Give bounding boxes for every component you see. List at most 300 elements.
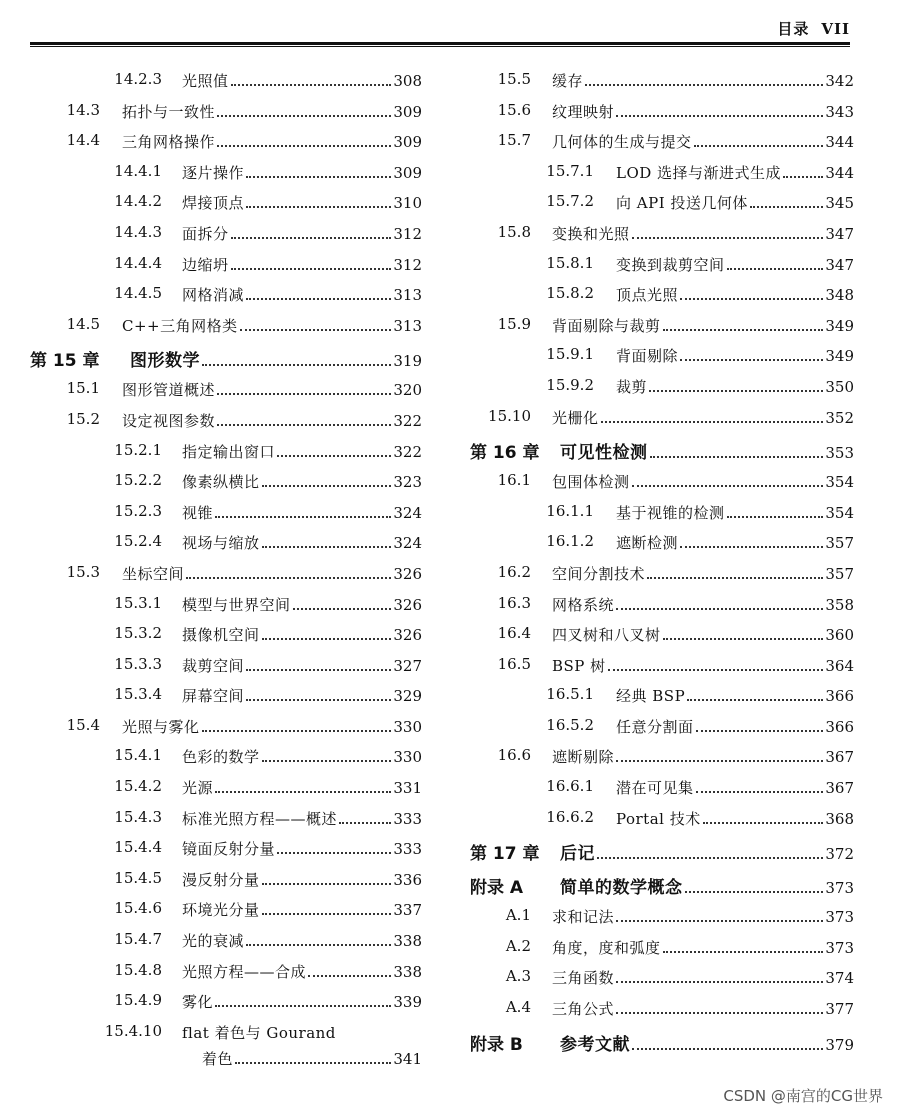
toc-entry-number: 第 17 章 bbox=[470, 844, 540, 865]
toc-entry-title: 光源 bbox=[182, 779, 214, 798]
toc-entry bbox=[30, 280, 422, 311]
toc-leader-dots bbox=[750, 206, 823, 208]
toc-entry bbox=[470, 963, 854, 994]
toc-entry-page: 374 bbox=[825, 969, 854, 988]
toc-entry-title: 三角公式 bbox=[552, 1000, 615, 1019]
toc-entry bbox=[30, 127, 422, 158]
toc-entry bbox=[470, 528, 854, 559]
header-section: 目录 bbox=[777, 20, 810, 38]
toc-entry bbox=[30, 250, 422, 281]
toc-entry-number: 15.4.5 bbox=[114, 868, 162, 887]
toc-leader-dots bbox=[663, 329, 824, 331]
toc-leader-dots bbox=[616, 760, 823, 762]
toc-entry-page: 326 bbox=[393, 626, 422, 645]
toc-entry-page: 338 bbox=[393, 962, 422, 981]
toc-entry-number: 15.2.3 bbox=[114, 501, 162, 520]
toc-entry-page: 358 bbox=[825, 595, 854, 614]
toc-entry bbox=[30, 1018, 422, 1044]
toc-entry-title: 包围体检测 bbox=[552, 473, 630, 492]
toc-leader-dots bbox=[262, 883, 392, 885]
toc-entry-title: flat 着色与 Gourand bbox=[182, 1023, 336, 1042]
toc-entry-title: 着色 bbox=[202, 1049, 234, 1068]
toc-entry bbox=[30, 895, 422, 926]
toc-leader-dots bbox=[217, 393, 391, 395]
toc-leader-dots bbox=[680, 546, 823, 548]
toc-entry bbox=[30, 66, 422, 97]
toc-entry-number: 第 16 章 bbox=[470, 443, 540, 464]
toc-entry bbox=[30, 188, 422, 219]
toc-entry bbox=[470, 620, 854, 651]
toc-entry bbox=[30, 498, 422, 529]
toc-leader-dots bbox=[217, 424, 391, 426]
toc-entry-number: 15.2.4 bbox=[114, 532, 162, 551]
toc-chapter-entry bbox=[470, 433, 854, 467]
toc-entry-number: 15.3.4 bbox=[114, 685, 162, 704]
toc-entry-page: 379 bbox=[825, 1035, 854, 1054]
toc-entry-title: 屏幕空间 bbox=[182, 687, 245, 706]
toc-entry bbox=[470, 250, 854, 281]
toc-entry-number: 15.3.3 bbox=[114, 654, 162, 673]
page-header bbox=[0, 18, 850, 40]
toc-entry-number: 15.4.7 bbox=[114, 930, 162, 949]
toc-entry-title: 背面剔除 bbox=[616, 347, 679, 366]
toc-entry-number: 第 15 章 bbox=[30, 351, 100, 372]
toc-leader-dots bbox=[246, 944, 391, 946]
toc-entry bbox=[30, 97, 422, 128]
toc-entry bbox=[470, 681, 854, 712]
toc-entry-title: 漫反射分量 bbox=[182, 870, 260, 889]
toc-leader-dots bbox=[277, 852, 391, 854]
toc-entry-page: 333 bbox=[393, 840, 422, 859]
toc-entry bbox=[30, 528, 422, 559]
toc-leader-dots bbox=[231, 237, 392, 239]
toc-leader-dots bbox=[308, 975, 391, 977]
toc-entry-title: 光照方程——合成 bbox=[182, 962, 307, 981]
toc-entry-page: 377 bbox=[825, 1000, 854, 1019]
toc-entry-page: 309 bbox=[393, 163, 422, 182]
toc-entry-title: 角度，度和弧度 bbox=[552, 938, 661, 957]
toc-entry-title: 色彩的数学 bbox=[182, 748, 260, 767]
toc-leader-dots bbox=[616, 981, 823, 983]
toc-entry-title: 背面剔除与裁剪 bbox=[552, 316, 661, 335]
toc-entry-title: 遮断检测 bbox=[616, 534, 679, 553]
toc-chapter-entry bbox=[470, 834, 854, 868]
toc-entry-page: 343 bbox=[825, 102, 854, 121]
toc-entry-number: 15.3 bbox=[66, 562, 100, 581]
toc-leader-dots bbox=[246, 176, 391, 178]
toc-entry bbox=[30, 1044, 422, 1075]
toc-entry-title: 视锥 bbox=[182, 503, 214, 522]
toc-entry-page: 344 bbox=[825, 133, 854, 152]
toc-entry-page: 319 bbox=[393, 352, 422, 371]
toc-right-column bbox=[470, 66, 854, 1059]
toc-leader-dots bbox=[231, 84, 392, 86]
toc-entry-number: 15.8.2 bbox=[546, 284, 594, 303]
toc-entry-page: 322 bbox=[393, 442, 422, 461]
toc-entry bbox=[30, 804, 422, 835]
toc-entry-title: 光的衰减 bbox=[182, 932, 245, 951]
toc-entry-page: 336 bbox=[393, 870, 422, 889]
toc-entry-page: 349 bbox=[825, 347, 854, 366]
toc-entry-title: 光栅化 bbox=[552, 408, 599, 427]
toc-entry-title: 变换到裁剪空间 bbox=[616, 255, 725, 274]
toc-entry-page: 342 bbox=[825, 72, 854, 90]
toc-entry bbox=[470, 902, 854, 933]
toc-entry-title: 图形数学 bbox=[130, 351, 200, 372]
toc-entry-number: A.3 bbox=[505, 967, 531, 986]
toc-entry-page: 324 bbox=[393, 503, 422, 522]
toc-entry-number: 14.4.5 bbox=[114, 284, 162, 303]
toc-entry-page: 308 bbox=[393, 72, 422, 90]
toc-entry bbox=[30, 957, 422, 988]
toc-entry-number: 14.2.3 bbox=[114, 70, 162, 88]
toc-entry-number: 15.4.9 bbox=[114, 991, 162, 1010]
toc-entry-title: 网格系统 bbox=[552, 595, 615, 614]
toc-entry-number: A.2 bbox=[505, 936, 531, 955]
toc-entry-title: 求和记法 bbox=[552, 908, 615, 927]
toc-entry-page: 373 bbox=[825, 938, 854, 957]
toc-entry-title: 图形管道概述 bbox=[122, 381, 216, 400]
watermark: CSDN @南宫的CG世界 bbox=[723, 1087, 883, 1105]
toc-entry-title: 经典 BSP bbox=[616, 687, 686, 706]
toc-entry-title: BSP 树 bbox=[552, 656, 606, 675]
toc-entry-number: 15.7.2 bbox=[546, 192, 594, 211]
toc-entry-page: 368 bbox=[825, 809, 854, 828]
toc-entry-page: 339 bbox=[393, 993, 422, 1012]
toc-leader-dots bbox=[215, 516, 391, 518]
toc-entry-title: 几何体的生成与提交 bbox=[552, 133, 692, 152]
toc-entry-page: 373 bbox=[825, 908, 854, 927]
toc-entry-number: A.4 bbox=[505, 998, 531, 1017]
toc-leader-dots bbox=[597, 857, 823, 859]
toc-entry-title: LOD 选择与渐进式生成 bbox=[616, 163, 782, 182]
toc-entry-number: 16.6.2 bbox=[546, 807, 594, 826]
toc-leader-dots bbox=[277, 455, 391, 457]
toc-entry-page: 327 bbox=[393, 656, 422, 675]
toc-leader-dots bbox=[262, 913, 392, 915]
toc-entry bbox=[470, 158, 854, 189]
toc-entry-number: 16.5 bbox=[497, 654, 531, 673]
toc-entry-page: 347 bbox=[825, 224, 854, 243]
toc-entry-page: 330 bbox=[393, 748, 422, 767]
toc-leader-dots bbox=[217, 145, 391, 147]
toc-entry-title: 模型与世界空间 bbox=[182, 595, 291, 614]
toc-entry bbox=[470, 651, 854, 682]
toc-leader-dots bbox=[632, 237, 824, 239]
toc-entry-number: 16.6 bbox=[497, 746, 531, 765]
toc-entry bbox=[470, 188, 854, 219]
toc-entry-page: 360 bbox=[825, 626, 854, 645]
toc-entry-page: 333 bbox=[393, 809, 422, 828]
toc-entry-page: 341 bbox=[393, 1049, 422, 1068]
toc-leader-dots bbox=[694, 145, 824, 147]
toc-leader-dots bbox=[240, 329, 392, 331]
toc-entry-number: 15.4.1 bbox=[114, 746, 162, 765]
toc-leader-dots bbox=[616, 1012, 823, 1014]
toc-entry-title: 简单的数学概念 bbox=[560, 878, 683, 899]
toc-entry-number: 15.10 bbox=[488, 406, 531, 425]
toc-entry-page: 367 bbox=[825, 779, 854, 798]
toc-entry-title: 边缩坍 bbox=[182, 255, 229, 274]
toc-entry-title: 纹理映射 bbox=[552, 102, 615, 121]
toc-entry-number: 14.5 bbox=[66, 314, 100, 333]
toc-entry-page: 344 bbox=[825, 163, 854, 182]
toc-entry-title: 设定视图参数 bbox=[122, 411, 216, 430]
toc-leader-dots bbox=[632, 1048, 823, 1050]
toc-entry-title: Portal 技术 bbox=[616, 809, 701, 828]
toc-chapter-entry bbox=[30, 341, 422, 375]
toc-entry-number: 14.3 bbox=[66, 100, 100, 119]
toc-entry-title: 逐片操作 bbox=[182, 163, 245, 182]
toc-entry-page: 337 bbox=[393, 901, 422, 920]
toc-entry-number: 15.4.8 bbox=[114, 960, 162, 979]
toc-entry-title: 顶点光照 bbox=[616, 286, 679, 305]
toc-entry-title: 缓存 bbox=[552, 72, 584, 90]
toc-entry-number: 16.1.2 bbox=[546, 532, 594, 551]
toc-entry-title: 空间分割技术 bbox=[552, 564, 646, 583]
toc-entry-number: 14.4.2 bbox=[114, 192, 162, 211]
toc-leader-dots bbox=[601, 421, 824, 423]
toc-leader-dots bbox=[339, 822, 391, 824]
toc-entry-page: 352 bbox=[825, 408, 854, 427]
toc-entry-number: 15.8.1 bbox=[546, 253, 594, 272]
toc-entry-page: 366 bbox=[825, 687, 854, 706]
toc-leader-dots bbox=[246, 298, 391, 300]
toc-entry bbox=[470, 127, 854, 158]
toc-entry-page: 350 bbox=[825, 377, 854, 396]
toc-leader-dots bbox=[186, 577, 391, 579]
toc-entry-title: 面拆分 bbox=[182, 224, 229, 243]
toc-entry-page: 366 bbox=[825, 717, 854, 736]
toc-leader-dots bbox=[246, 669, 391, 671]
toc-leader-dots bbox=[246, 206, 391, 208]
toc-entry bbox=[30, 311, 422, 342]
toc-entry bbox=[30, 406, 422, 437]
toc-entry-title: 向 API 投送几何体 bbox=[616, 194, 748, 213]
toc-leader-dots bbox=[262, 760, 392, 762]
toc-entry-page: 349 bbox=[825, 316, 854, 335]
toc-entry-title: 像素纵横比 bbox=[182, 473, 260, 492]
toc-entry bbox=[470, 66, 854, 97]
toc-entry-page: 324 bbox=[393, 534, 422, 553]
toc-entry-title: C++三角网格类 bbox=[122, 316, 238, 335]
toc-entry-title: 任意分割面 bbox=[616, 717, 694, 736]
toc-entry-number: 14.4.4 bbox=[114, 253, 162, 272]
header-page-label: VII bbox=[821, 20, 850, 38]
toc-entry-page: 323 bbox=[393, 473, 422, 492]
toc-entry-title: 光照值 bbox=[182, 72, 229, 90]
toc-entry-page: 354 bbox=[825, 473, 854, 492]
toc-entry bbox=[470, 712, 854, 743]
toc-entry-page: 357 bbox=[825, 534, 854, 553]
toc-entry-number: 附录 A bbox=[470, 878, 524, 899]
toc-leader-dots bbox=[663, 951, 824, 953]
toc-entry-page: 347 bbox=[825, 255, 854, 274]
toc-entry-number: 15.3.1 bbox=[114, 593, 162, 612]
toc-entry-page: 309 bbox=[393, 102, 422, 121]
toc-entry-title: 参考文献 bbox=[560, 1034, 630, 1055]
toc-leader-dots bbox=[696, 791, 824, 793]
toc-entry-title: 坐标空间 bbox=[122, 564, 185, 583]
toc-entry-number: 16.6.1 bbox=[546, 777, 594, 796]
toc-entry bbox=[30, 773, 422, 804]
toc-entry-page: 353 bbox=[825, 444, 854, 463]
toc-entry-page: 326 bbox=[393, 564, 422, 583]
toc-leader-dots bbox=[649, 390, 823, 392]
toc-entry-title: 裁剪 bbox=[616, 377, 648, 396]
toc-leader-dots bbox=[293, 608, 392, 610]
toc-entry-title: 三角函数 bbox=[552, 969, 615, 988]
toc-leader-dots bbox=[585, 84, 823, 86]
toc-entry bbox=[30, 865, 422, 896]
toc-entry-title: 潜在可见集 bbox=[616, 779, 694, 798]
toc-entry-title: 指定输出窗口 bbox=[182, 442, 276, 461]
toc-entry-page: 372 bbox=[825, 845, 854, 864]
toc-entry bbox=[470, 280, 854, 311]
toc-entry-number: 16.2 bbox=[497, 562, 531, 581]
toc-entry-title: 标准光照方程——概述 bbox=[182, 809, 338, 828]
toc-leader-dots bbox=[235, 1062, 391, 1064]
toc-leader-dots bbox=[616, 608, 823, 610]
toc-entry bbox=[30, 620, 422, 651]
toc-entry bbox=[470, 590, 854, 621]
toc-leader-dots bbox=[231, 268, 392, 270]
toc-entry-number: 15.6 bbox=[497, 100, 531, 119]
toc-entry bbox=[470, 933, 854, 964]
toc-entry-page: 345 bbox=[825, 194, 854, 213]
toc-entry-number: 16.5.1 bbox=[546, 685, 594, 704]
toc-entry bbox=[470, 403, 854, 434]
toc-entry-number: 附录 B bbox=[470, 1034, 523, 1055]
toc-entry-number: A.1 bbox=[505, 906, 531, 925]
toc-leader-dots bbox=[202, 730, 392, 732]
toc-entry-number: 15.2 bbox=[66, 409, 100, 428]
toc-entry bbox=[470, 467, 854, 498]
toc-entry-title: 三角网格操作 bbox=[122, 133, 216, 152]
toc-entry-page: 326 bbox=[393, 595, 422, 614]
toc-entry-number: 16.4 bbox=[497, 624, 531, 643]
toc-entry-number: 14.4 bbox=[66, 131, 100, 150]
toc-entry bbox=[30, 742, 422, 773]
toc-entry bbox=[30, 467, 422, 498]
toc-entry-page: 331 bbox=[393, 779, 422, 798]
toc-entry-page: 320 bbox=[393, 381, 422, 400]
toc-entry-number: 15.4.10 bbox=[104, 1021, 162, 1040]
toc-leader-dots bbox=[246, 699, 391, 701]
toc-entry-title: 焊接顶点 bbox=[182, 194, 245, 213]
toc-entry-number: 16.3 bbox=[497, 593, 531, 612]
toc-leader-dots bbox=[650, 456, 824, 458]
toc-entry-number: 15.1 bbox=[66, 379, 100, 398]
toc-entry-title: 遮断剔除 bbox=[552, 748, 615, 767]
toc-entry bbox=[30, 559, 422, 590]
toc-entry-number: 15.4.2 bbox=[114, 777, 162, 796]
toc-entry-page: 313 bbox=[393, 286, 422, 305]
toc-entry bbox=[30, 437, 422, 468]
toc-leader-dots bbox=[727, 268, 824, 270]
toc-leader-dots bbox=[696, 730, 824, 732]
toc-entry-page: 330 bbox=[393, 717, 422, 736]
toc-leader-dots bbox=[680, 359, 823, 361]
toc-entry-title: 基于视锥的检测 bbox=[616, 503, 725, 522]
toc-entry-page: 338 bbox=[393, 932, 422, 951]
toc-entry-number: 16.5.2 bbox=[546, 715, 594, 734]
toc-entry-title: 镜面反射分量 bbox=[182, 840, 276, 859]
toc-entry bbox=[30, 926, 422, 957]
toc-entry-page: 348 bbox=[825, 286, 854, 305]
toc-entry-number: 15.4.3 bbox=[114, 807, 162, 826]
toc-entry-page: 309 bbox=[393, 133, 422, 152]
toc-leader-dots bbox=[215, 791, 391, 793]
toc-entry bbox=[30, 834, 422, 865]
toc-entry-title: 网格消减 bbox=[182, 286, 245, 305]
toc-leader-dots bbox=[262, 485, 392, 487]
toc-entry bbox=[470, 994, 854, 1025]
toc-entry bbox=[470, 311, 854, 342]
toc-entry-number: 15.4.4 bbox=[114, 838, 162, 857]
toc-leader-dots bbox=[616, 115, 823, 117]
toc-entry-page: 312 bbox=[393, 255, 422, 274]
toc-entry bbox=[470, 372, 854, 403]
toc-entry bbox=[30, 681, 422, 712]
toc-chapter-entry bbox=[470, 868, 854, 902]
toc-entry-page: 329 bbox=[393, 687, 422, 706]
toc-entry bbox=[470, 559, 854, 590]
toc-entry bbox=[30, 590, 422, 621]
toc-entry-number: 15.2.2 bbox=[114, 471, 162, 490]
toc-entry-number: 16.1 bbox=[497, 471, 531, 490]
toc-entry-number: 15.4.6 bbox=[114, 899, 162, 918]
toc-entry-number: 15.9.2 bbox=[546, 375, 594, 394]
toc-chapter-entry bbox=[470, 1025, 854, 1059]
toc-entry-number: 15.7.1 bbox=[546, 161, 594, 180]
toc-entry-number: 15.5 bbox=[497, 70, 531, 88]
toc-entry-number: 15.3.2 bbox=[114, 624, 162, 643]
toc-entry-title: 拓扑与一致性 bbox=[122, 102, 216, 121]
toc-entry bbox=[470, 97, 854, 128]
toc-entry-page: 312 bbox=[393, 224, 422, 243]
toc-entry-page: 310 bbox=[393, 194, 422, 213]
toc-entry bbox=[30, 219, 422, 250]
toc-entry-number: 15.2.1 bbox=[114, 440, 162, 459]
toc-entry-title: 光照与雾化 bbox=[122, 717, 200, 736]
toc-entry-number: 15.8 bbox=[497, 222, 531, 241]
toc-entry-number: 14.4.1 bbox=[114, 161, 162, 180]
toc-entry-number: 14.4.3 bbox=[114, 222, 162, 241]
toc-entry-number: 16.1.1 bbox=[546, 501, 594, 520]
toc-entry bbox=[470, 773, 854, 804]
toc-entry-number: 15.4 bbox=[66, 715, 100, 734]
toc-leader-dots bbox=[632, 485, 824, 487]
toc-entry-title: 变换和光照 bbox=[552, 224, 630, 243]
toc-entry-number: 15.9 bbox=[497, 314, 531, 333]
toc-entry-number: 15.9.1 bbox=[546, 345, 594, 364]
toc-leader-dots bbox=[608, 669, 824, 671]
toc-leader-dots bbox=[647, 577, 823, 579]
toc-entry-page: 357 bbox=[825, 564, 854, 583]
toc-entry bbox=[470, 219, 854, 250]
toc-leader-dots bbox=[685, 891, 824, 893]
toc-entry bbox=[470, 341, 854, 372]
toc-entry bbox=[470, 804, 854, 835]
toc-entry-title: 可见性检测 bbox=[560, 443, 648, 464]
toc-leader-dots bbox=[262, 546, 392, 548]
toc-leader-dots bbox=[616, 920, 823, 922]
toc-entry-page: 354 bbox=[825, 503, 854, 522]
toc-leader-dots bbox=[680, 298, 823, 300]
toc-leader-dots bbox=[783, 176, 823, 178]
toc-left-column bbox=[30, 66, 422, 1074]
